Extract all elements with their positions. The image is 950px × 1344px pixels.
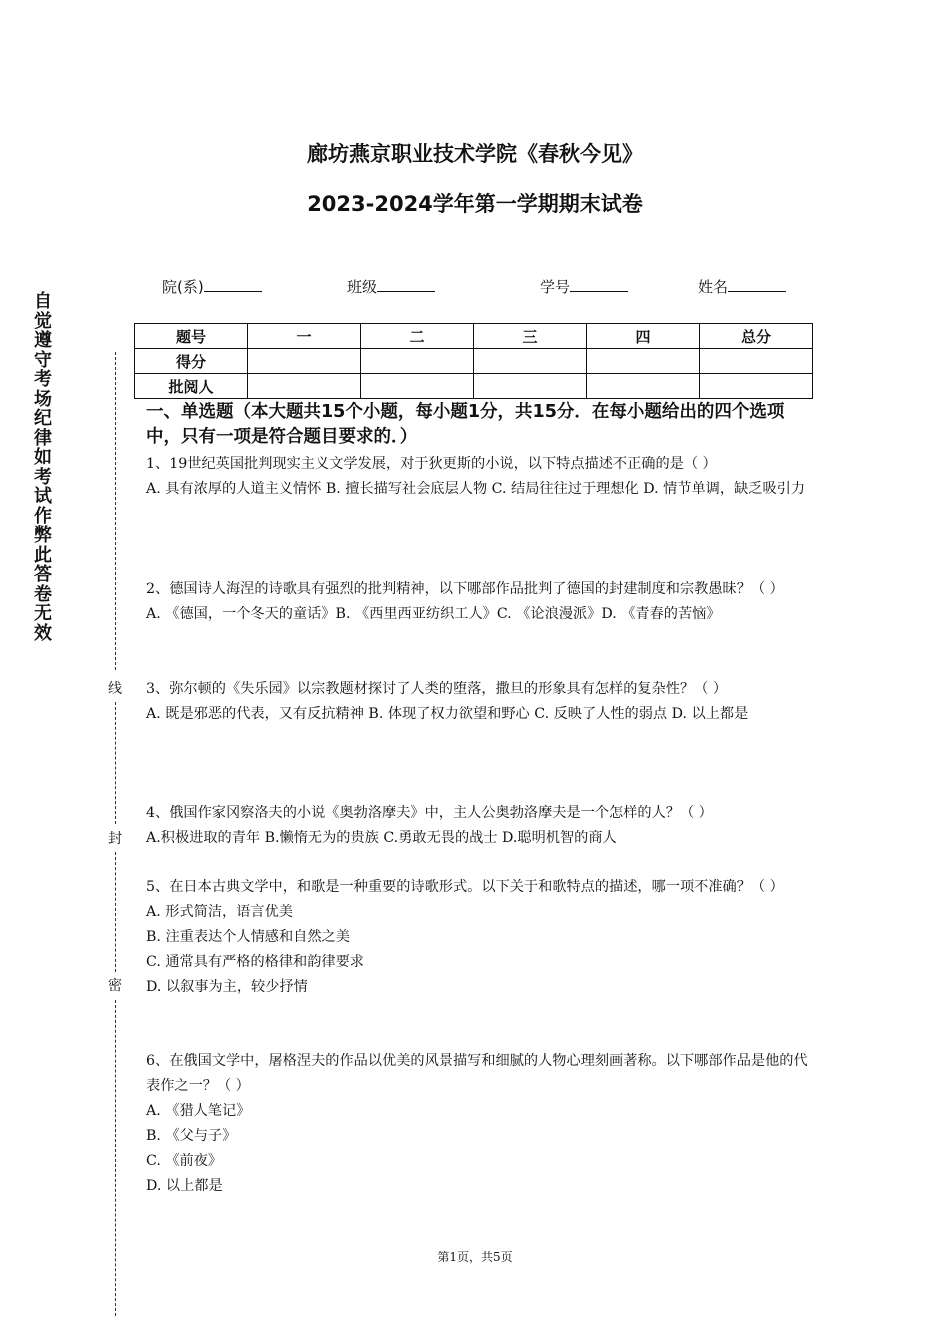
score-cell[interactable] <box>474 349 587 374</box>
header-cell: 一 <box>248 324 361 349</box>
binding-mark-secret: 密 <box>108 978 122 994</box>
score-cell[interactable] <box>361 349 474 374</box>
name-field[interactable] <box>698 276 786 297</box>
question-option[interactable]: A. 《德国，一个冬天的童话》B. 《西里西亚纺织工人》C. 《论浪漫派》D. 《青春的苦恼》 <box>146 606 721 622</box>
class-blank[interactable] <box>377 277 435 292</box>
section-heading: 一、单选题（本大题共15个小题，每小题1分，共15分．在每小题给出的四个选项中，只有一项是符合题目要求的．） <box>146 402 785 447</box>
question-option[interactable]: C. 《前夜》 <box>146 1153 223 1169</box>
grader-cell[interactable] <box>361 374 474 399</box>
student-id-label: 学号 <box>540 278 571 296</box>
score-cell[interactable] <box>587 349 700 374</box>
college-blank[interactable] <box>204 277 262 292</box>
question-option[interactable]: B. 注重表达个人情感和自然之美 <box>146 929 350 945</box>
exam-title-line1: 廊坊燕京职业技术学院《春秋今见》 <box>307 142 643 166</box>
question-option[interactable]: D. 以上都是 <box>146 1178 223 1194</box>
question-2 <box>146 577 816 627</box>
header-cell: 题号 <box>135 324 248 349</box>
question-option[interactable]: C. 通常具有严格的格律和韵律要求 <box>146 954 364 970</box>
grader-row <box>135 374 813 399</box>
question-stem: 5、在日本古典文学中，和歌是一种重要的诗歌形式。以下关于和歌特点的描述，哪一项不准确？（ ） <box>146 879 784 895</box>
binding-mark-line: 线 <box>108 681 122 697</box>
question-5 <box>146 875 816 1000</box>
question-stem: 1、19世纪英国批判现实主义文学发展，对于狄更斯的小说，以下特点描述不正确的是（ ） <box>146 456 717 472</box>
header-cell: 二 <box>361 324 474 349</box>
student-id-blank[interactable] <box>570 277 628 292</box>
question-option[interactable]: A. 形式简洁，语言优美 <box>146 904 293 920</box>
question-stem: 2、德国诗人海涅的诗歌具有强烈的批判精神，以下哪部作品批判了德国的封建制度和宗教愚昧？（ ） <box>146 581 784 597</box>
binding-dash-line <box>115 1000 116 1316</box>
grader-cell[interactable] <box>587 374 700 399</box>
question-stem: 6、在俄国文学中，屠格涅夫的作品以优美的风景描写和细腻的人物心理刻画著称。以下哪部作品是他的代表作之一？（ ） <box>146 1053 808 1094</box>
binding-mark-seal: 封 <box>108 831 122 847</box>
score-table <box>134 323 813 399</box>
binding-dash-line <box>115 702 116 824</box>
class-field[interactable] <box>347 276 435 297</box>
question-3 <box>146 677 816 727</box>
question-option[interactable]: A.积极进取的青年 B.懒惰无为的贵族 C.勇敢无畏的战士 D.聪明机智的商人 <box>146 830 617 846</box>
question-option[interactable]: A. 具有浓厚的人道主义情怀 B. 擅长描写社会底层人物 C. 结局往往过于理想化 D. 情节单调，缺乏吸引力 <box>146 481 806 497</box>
class-label: 班级 <box>347 278 378 296</box>
row-label: 得分 <box>135 349 248 374</box>
question-1 <box>146 452 816 502</box>
question-6 <box>146 1049 816 1199</box>
binding-dash-line <box>115 852 116 972</box>
question-option[interactable]: A. 《猎人笔记》 <box>146 1103 251 1119</box>
score-row <box>135 349 813 374</box>
score-table-header-row <box>135 324 813 349</box>
grader-cell[interactable] <box>248 374 361 399</box>
question-stem: 3、弥尔顿的《失乐园》以宗教题材探讨了人类的堕落，撒旦的形象具有怎样的复杂性？（ ） <box>146 681 728 697</box>
score-cell[interactable] <box>248 349 361 374</box>
question-option[interactable]: A. 既是邪恶的代表，又有反抗精神 B. 体现了权力欲望和野心 C. 反映了人性的弱点 D. 以上都是 <box>146 706 749 722</box>
college-label: 院(系) <box>162 278 204 296</box>
student-id-field[interactable] <box>540 276 628 297</box>
grader-cell[interactable] <box>474 374 587 399</box>
header-cell: 三 <box>474 324 587 349</box>
score-cell[interactable] <box>700 349 813 374</box>
question-stem: 4、俄国作家冈察洛夫的小说《奥勃洛摩夫》中，主人公奥勃洛摩夫是一个怎样的人？（ ） <box>146 805 713 821</box>
grader-cell[interactable] <box>700 374 813 399</box>
question-option[interactable]: D. 以叙事为主，较少抒情 <box>146 979 308 995</box>
question-4 <box>146 801 816 851</box>
exam-title-line2: 2023-2024学年第一学期期末试卷 <box>307 192 643 216</box>
name-blank[interactable] <box>728 277 786 292</box>
name-label: 姓名 <box>698 278 729 296</box>
college-field[interactable] <box>162 276 262 297</box>
header-cell: 总分 <box>700 324 813 349</box>
header-cell: 四 <box>587 324 700 349</box>
binding-dash-line <box>115 352 116 670</box>
page-number: 第1页，共5页 <box>437 1250 513 1264</box>
row-label: 批阅人 <box>135 374 248 399</box>
side-notice: 自觉遵守考场纪律如考试作弊此答卷无效 <box>34 291 52 644</box>
question-option[interactable]: B. 《父与子》 <box>146 1128 237 1144</box>
